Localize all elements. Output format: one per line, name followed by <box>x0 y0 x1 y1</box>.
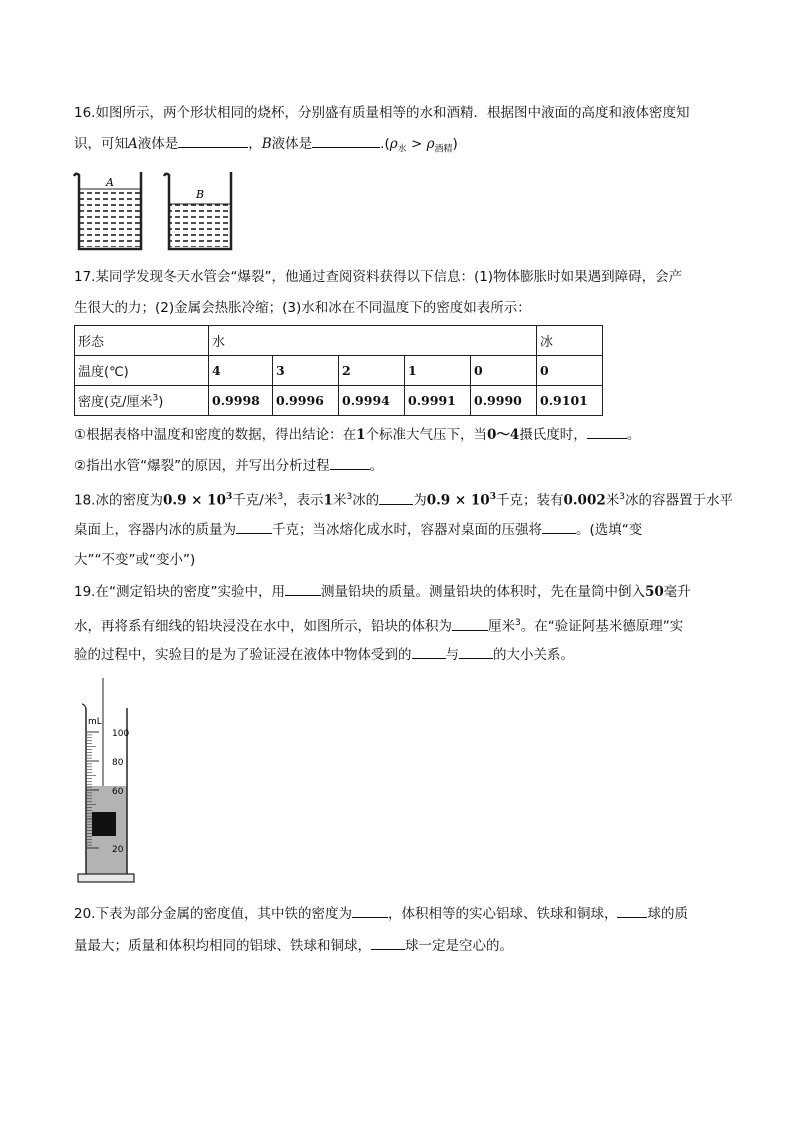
q20-text: 20.下表为部分金属的密度值，其中铁的密度为 <box>74 906 352 922</box>
density-label-close: ) <box>158 395 164 410</box>
q20-blank-3[interactable] <box>371 935 405 950</box>
q17-sub2-text: ②指出水管“爆裂”的原因，并写出分析过程 <box>74 458 330 474</box>
q17-line2 <box>74 298 531 318</box>
q18-text: 冰的 <box>352 492 380 509</box>
q18-sup: 3 <box>346 492 353 502</box>
q18-text: 米 <box>332 492 347 509</box>
cylinder-base <box>78 874 134 882</box>
table-row <box>75 326 603 356</box>
q19-text: 。在“验证阿基米德原理”实 <box>520 618 684 635</box>
q16-text-c: ， <box>248 136 262 152</box>
q19-line2 <box>74 613 683 637</box>
q19-line3 <box>74 644 574 665</box>
q16-text-e: .( <box>380 136 390 152</box>
q19-text: 的大小关系。 <box>493 647 574 663</box>
q17-sub1-text: ①根据表格中温度和密度的数据，得出结论：在 <box>74 427 357 443</box>
q20-text: 量最大；质量和体积均相同的铝球、铁球和铜球， <box>74 938 371 954</box>
q19-text: 水，再将系有细线的铅块浸没在水中，如图所示，铅块的体积为 <box>74 618 452 635</box>
q18-line1 <box>74 487 733 511</box>
table-cell: 0.9991 <box>405 386 471 416</box>
q18-text: ，表示 <box>283 492 324 509</box>
q17-text: 生很大的力；(2)金属会热胀冷缩；(3)水和冰在不同温度下的密度如表所示： <box>74 300 531 316</box>
q19-text: 19.在“测定铅块的密度”实验中，用 <box>74 584 285 600</box>
q17-sub2-end: 。 <box>369 458 384 474</box>
table-cell: 0.9990 <box>471 386 537 416</box>
q20-line1 <box>74 903 688 924</box>
q18-value: 0.9 × 10 <box>162 492 226 509</box>
table-cell: 水 <box>209 326 537 356</box>
q18-value: 0.002 <box>563 492 606 509</box>
q18-line2 <box>74 519 642 540</box>
q16-text-a: 识，可知 <box>74 136 128 152</box>
table-cell: 0 <box>537 356 603 386</box>
q20-text: ，体积相等的实心铝球、铁球和铜球， <box>387 906 618 922</box>
q18-text: 千克/米 <box>232 492 278 509</box>
q16-line1 <box>74 103 689 123</box>
rho-symbol: ρ <box>389 136 398 152</box>
density-label: 密度(克/厘米 <box>78 395 153 410</box>
graduated-cylinder-figure <box>72 678 142 888</box>
q19-text: 与 <box>445 647 459 663</box>
beaker-a-label: A <box>106 176 114 189</box>
table-cell: 0 <box>471 356 537 386</box>
density-label-sup: 3 <box>152 393 159 404</box>
q20-line2 <box>74 935 513 956</box>
cylinder-tick-label: 60 <box>112 787 124 797</box>
q19-line1 <box>74 581 691 602</box>
q17-sub1 <box>74 424 640 445</box>
table-row <box>75 386 603 416</box>
q19-blank-4[interactable] <box>459 644 493 659</box>
q20-text: 球的质 <box>647 906 688 922</box>
q18-blank-3[interactable] <box>542 519 576 534</box>
rho-alcohol-subscript: 酒精 <box>434 144 453 155</box>
q18-sup: 3 <box>225 492 233 502</box>
q20-blank-2[interactable] <box>617 903 647 918</box>
q16-text-b: 液体是 <box>137 136 179 152</box>
q19-text: 厘米 <box>488 618 515 635</box>
table-cell: 3 <box>273 356 339 386</box>
table-cell: 0.9998 <box>209 386 273 416</box>
q17-sub2 <box>74 455 383 476</box>
table-cell: 0.9101 <box>537 386 603 416</box>
q16-text: 16.如图所示，两个形状相同的烧杯，分别盛有质量相等的水和酒精．根据图中液面的高度和液体密度知 <box>74 105 690 121</box>
q18-value: 1 <box>323 492 333 509</box>
cylinder-tick-label: 100 <box>112 729 130 739</box>
q18-text: 米 <box>605 492 620 509</box>
q20-blank-1[interactable] <box>352 903 388 918</box>
q17-text: 17.某同学发现冬天水管会“爆裂”，他通过查阅资料获得以下信息：(1)物体膨胀时如果遇到障碍，会产 <box>74 269 683 285</box>
cylinder-spout <box>82 704 86 708</box>
q17-sub1-range: 0～4 <box>487 427 520 443</box>
q19-sup: 3 <box>515 618 521 628</box>
q20-text: 球一定是空心的。 <box>405 938 513 954</box>
q17-sub1-end: 。 <box>626 427 641 443</box>
cylinder-unit-label: mL <box>88 717 102 727</box>
q17-sub1-text: 个标准大气压下，当 <box>365 427 488 443</box>
q19-blank-1[interactable] <box>285 581 321 596</box>
beaker-b <box>164 172 231 249</box>
q18-text: 。(选填“变 <box>576 522 643 538</box>
q19-text: 测量铅块的质量。测量铅块的体积时，先在量筒中倒入 <box>320 584 645 600</box>
q19-blank-3[interactable] <box>412 644 446 659</box>
q18-sup: 3 <box>277 492 284 502</box>
var-a: A <box>128 136 138 152</box>
q17-sub1-text: 摄氏度时， <box>519 427 587 443</box>
q18-text: 千克；当冰熔化成水时，容器对桌面的压强将 <box>272 522 542 538</box>
beaker-a-liquid <box>79 189 141 247</box>
q19-blank-2[interactable] <box>452 616 488 631</box>
q16-text-d: 液体是 <box>271 136 313 152</box>
table-cell: 0.9996 <box>273 386 339 416</box>
q17-blank-1[interactable] <box>587 424 627 439</box>
table-cell: 冰 <box>537 326 603 356</box>
q18-text: 大”“不变”或“变小”) <box>74 552 196 568</box>
table-cell <box>75 386 209 416</box>
beaker-b-label: B <box>195 188 205 201</box>
beaker-b-liquid <box>169 204 231 247</box>
rho-water-subscript: 水 <box>397 144 407 155</box>
table-cell: 0.9994 <box>339 386 405 416</box>
beakers-figure <box>70 166 260 256</box>
q18-sup: 3 <box>619 492 625 502</box>
table-cell: 1 <box>405 356 471 386</box>
cylinder-tick-label: 80 <box>112 758 124 768</box>
q18-sup: 3 <box>489 492 496 502</box>
cylinder-tick-label: 20 <box>112 845 124 855</box>
q19-value: 50 <box>644 584 664 600</box>
beaker-a <box>74 172 141 249</box>
q18-text: 为 <box>413 492 427 509</box>
greater-than-sign: > <box>406 136 427 152</box>
q18-line3 <box>74 550 195 570</box>
q18-text: 冰的容器置于水平 <box>624 492 733 509</box>
table-cell: 2 <box>339 356 405 386</box>
rho-symbol: ρ <box>426 136 435 152</box>
q18-blank-1[interactable] <box>379 490 413 505</box>
lead-block <box>92 812 116 836</box>
table-cell: 形态 <box>75 326 209 356</box>
q18-value: 0.9 × 10 <box>426 492 490 509</box>
table-cell: 温度(℃) <box>75 356 209 386</box>
q16-close-paren: ) <box>452 136 458 152</box>
q17-line1 <box>74 267 682 287</box>
q16-blank-2[interactable] <box>312 133 380 148</box>
q17-blank-2[interactable] <box>330 455 370 470</box>
q16-blank-1[interactable] <box>178 133 248 148</box>
var-b: B <box>261 136 272 152</box>
q19-text: 毫升 <box>663 584 691 600</box>
q18-text: 桌面上，容器内冰的质量为 <box>74 522 236 538</box>
q18-text: 千克；装有 <box>495 492 564 509</box>
density-table <box>74 325 603 416</box>
table-row <box>75 356 603 386</box>
q18-blank-2[interactable] <box>236 519 272 534</box>
q19-text: 验的过程中，实验目的是为了验证浸在液体中物体受到的 <box>74 647 412 663</box>
q18-text: 18.冰的密度为 <box>74 492 163 509</box>
table-cell: 4 <box>209 356 273 386</box>
q16-line2 <box>74 133 458 160</box>
q17-sub1-num: 1 <box>356 427 366 443</box>
